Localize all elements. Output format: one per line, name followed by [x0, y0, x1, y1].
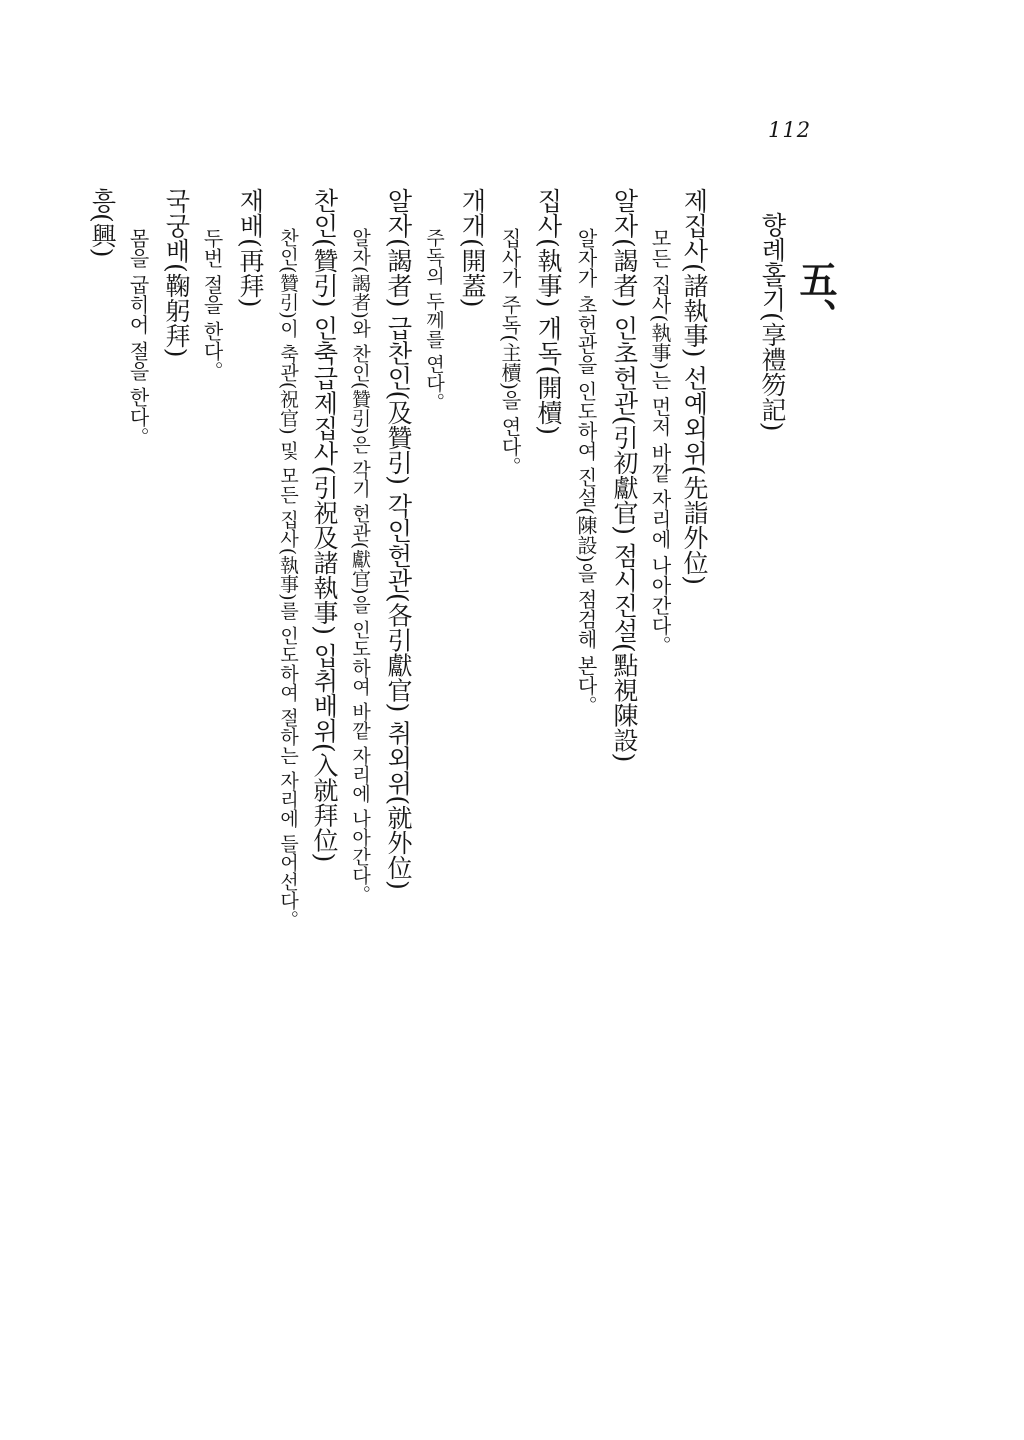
- ritual-description: 찬인(贊引)이 축관(祝官) 및 모든 집사(執事)를 인도하여 절하는 자리에 들어선다。: [277, 228, 299, 929]
- ritual-description: 집사가 주독(主櫝)을 연다。: [498, 228, 522, 477]
- ritual-heading: 제집사(諸執事) 선예외위(先詣外位): [680, 188, 709, 585]
- ritual-heading: 개개(開蓋): [458, 188, 487, 308]
- ritual-heading: 찬인(贊引) 인축급제집사(引祝及諸執事) 입취배위(入就拜位): [310, 188, 339, 863]
- ritual-description: 주독의 두께를 연다。: [423, 228, 445, 412]
- chapter-number: 五、: [793, 260, 838, 336]
- ritual-heading: 재배(再拜): [236, 188, 265, 308]
- ritual-heading: 집사(執事) 개독(開櫝): [534, 188, 563, 435]
- ritual-description: 몸을 굽히어 절을 한다。: [126, 228, 150, 448]
- ritual-description: 알자가 초헌관을 인도하여 진설(陳設)을 점검해 본다。: [574, 228, 598, 716]
- ritual-heading: 국궁배(鞠躬拜): [162, 188, 191, 358]
- ritual-heading: 알자(謁者) 인초헌관(引初獻官) 점시진설(點視陳設): [610, 188, 639, 763]
- chapter-title: 향례홀기(享禮笏記): [758, 212, 787, 432]
- ritual-heading: 흥(興): [88, 188, 117, 258]
- page-number: 112: [768, 118, 812, 142]
- ritual-description: 모든 집사(執事)는 먼저 바깥 자리에 나아간다。: [648, 228, 672, 656]
- ritual-description: 알자(謁者)와 찬인(贊引)은 각기 헌관(獻官)을 인도하여 바깥 자리에 나아간다。: [349, 228, 371, 904]
- ritual-heading: 알자(謁者) 급찬인(及贊引) 각인헌관(各引獻官) 취외위(就外位): [384, 188, 413, 890]
- ritual-description: 두번 절을 한다。: [200, 228, 224, 381]
